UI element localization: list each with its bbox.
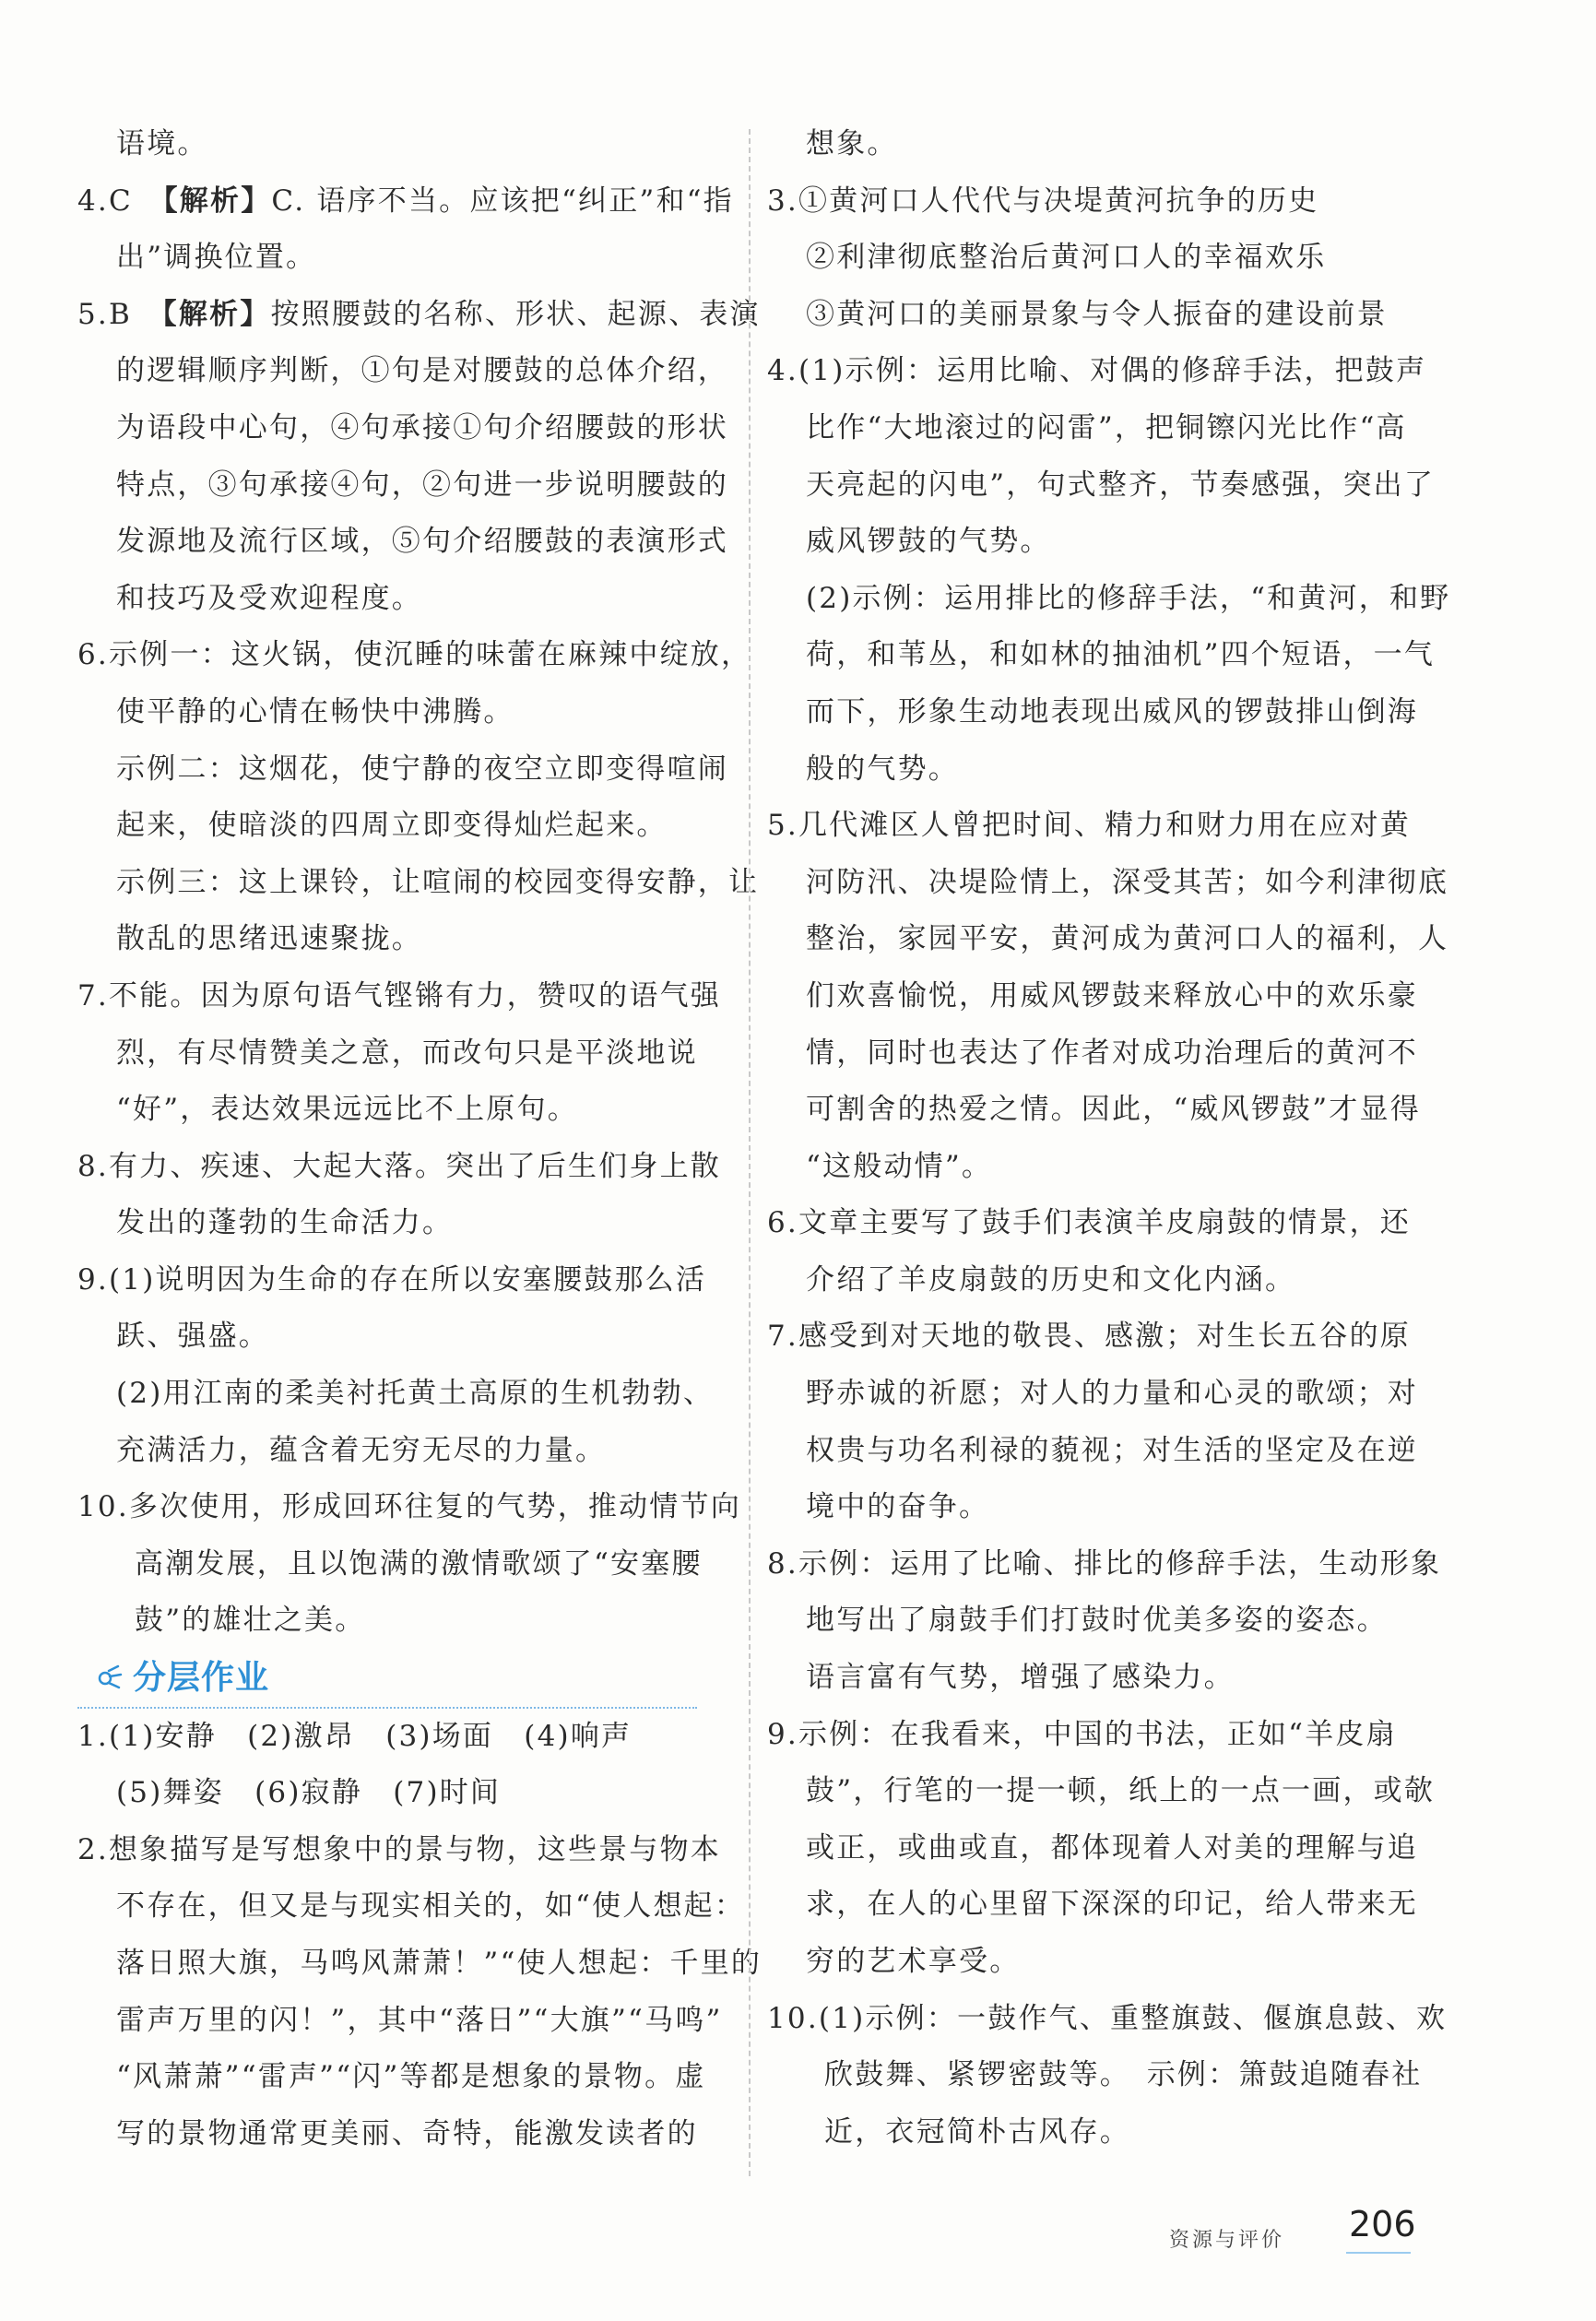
text-line: 求，在人的心里留下深深的印记，给人带来无 [806,1888,1418,1922]
text-line: ③黄河口的美丽景象与令人振奋的建设前景 [806,297,1388,331]
left-column [77,116,763,2162]
text-line: 和技巧及受欢迎程度。 [116,581,422,615]
text-line: 雷声万里的闪！”，其中“落日”“大旗”“马鸣” [116,2003,723,2037]
text-line: 荷，和苇丛，和如林的抽油机”四个短语，一气 [806,638,1436,672]
text-line: 3.①黄河口人代代与决堤黄河抗争的历史 [767,184,1319,218]
footer-book-title: 资源与评价 [1169,2229,1285,2252]
section-title: 分层作业 [133,1659,270,1698]
text-line: 写的景物通常更美丽、奇特，能激发读者的 [116,2116,698,2150]
right-column [767,116,1451,2161]
analysis-label: 【解析】 [162,297,271,331]
text-line: 或正，或曲或直，都体现着人对美的理解与追 [806,1830,1418,1865]
text-line: 7.感受到对天地的敬畏、感激；对生长五谷的原 [767,1320,1411,1354]
text-line: 语言富有气势，增强了感染力。 [806,1661,1235,1695]
text-line: 1.(1)安静 (2)激昂 (3)场面 (4)响声 [77,1719,632,1753]
text-line: 们欢喜愉悦，用威风锣鼓来释放心中的欢乐豪 [806,978,1418,1012]
text-line: 使平静的心情在畅快中沸腾。 [116,694,514,728]
text-line: 示例二：这烟花，使宁静的夜空立即变得喧闹 [116,752,728,786]
text-line: 野赤诚的祈愿；对人的力量和心灵的歌颂；对 [806,1377,1418,1411]
text-line: 的逻辑顺序判断，①句是对腰鼓的总体介绍， [116,354,728,388]
text-line: 介绍了羊皮扇鼓的历史和文化内涵。 [806,1262,1296,1297]
analysis-label: 【解析】 [163,184,272,218]
text-line [77,287,761,344]
text-line: 威风锣鼓的气势。 [806,525,1051,559]
text-segment: 4.C [77,184,164,218]
text-line: 发源地及流行区域，⑤句介绍腰鼓的表演形式 [116,525,728,559]
column-divider [749,129,751,2176]
text-line: 想象。 [806,127,898,160]
text-line: 充满活力，蕴含着无穷无尽的力量。 [116,1433,607,1467]
section-heading-icon [94,1663,125,1694]
text-line: 河防汛、决堤险情上，深受其苦；如今利津彻底 [806,865,1449,899]
text-line: 特点，③句承接④句，②句进一步说明腰鼓的 [116,468,728,502]
text-line: 高潮发展，且以饱满的激情歌颂了“安塞腰 [135,1546,703,1581]
text-line: 般的气势。 [806,752,959,786]
section-heading [77,1650,697,1709]
text-line: 鼓”的雄壮之美。 [135,1604,366,1638]
text-line: (2)用江南的柔美衬托黄土高原的生机勃勃、 [116,1377,715,1411]
text-line: 7.不能。因为原句语气铿锵有力，赞叹的语气强 [77,978,721,1012]
text-segment: C. 语序不当。应该把“纠正”和“指 [271,184,734,218]
text-line: 可割舍的热爱之情。因此，“威风锣鼓”才显得 [806,1093,1421,1127]
text-line: 权贵与功名利禄的藐视；对生活的坚定及在逆 [806,1433,1418,1467]
text-line: (2)示例：运用排比的修辞手法，“和黄河，和野 [806,581,1451,615]
text-line: 欣鼓舞、紧锣密鼓等。 示例：箫鼓追随春社 [824,2058,1423,2092]
text-line: 6.文章主要写了鼓手们表演羊皮扇鼓的情景，还 [767,1206,1411,1240]
text-line: 9.示例：在我看来，中国的书法，正如“羊皮扇 [767,1717,1397,1751]
text-line: 跃、强盛。 [116,1320,269,1354]
text-line: 为语段中心句，④句承接①句介绍腰鼓的形状 [116,410,728,444]
text-line: “这般动情”。 [806,1149,993,1183]
text-line: 近，衣冠简朴古风存。 [824,2114,1130,2149]
text-line: 比作“大地滚过的闷雷”，把铜镲闪光比作“高 [806,410,1407,444]
text-line: 烈，有尽情赞美之意，而改句只是平淡地说 [116,1036,698,1070]
text-line: 整治，家园平安，黄河成为黄河口人的福利，人 [806,922,1449,956]
text-line: 散乱的思绪迅速聚拢。 [116,922,422,956]
text-segment: 5.B [77,297,163,331]
footer-rule [1346,2252,1411,2254]
text-line: 境中的奋争。 [806,1490,990,1524]
text-line: 10.(1)示例：一鼓作气、重整旗鼓、偃旗息鼓、欢 [767,2001,1448,2035]
text-line: 示例三：这上课铃，让喧闹的校园变得安静，让 [116,865,760,899]
text-line: 而下，形象生动地表现出威风的锣鼓排山倒海 [806,694,1418,728]
text-line: 不存在，但又是与现实相关的，如“使人想起： [116,1889,746,1924]
text-line: 9.(1)说明因为生命的存在所以安塞腰鼓那么活 [77,1262,707,1297]
text-line: “好”，表达效果远远比不上原句。 [116,1093,578,1127]
text-line: 落日照大旗，马鸣风萧萧！”“使人想起：千里的 [116,1947,763,1980]
text-line: 天亮起的闪电”，句式整齐，节奏感强，突出了 [806,468,1436,502]
text-line: 鼓”，行笔的一提一顿，纸上的一点一画，或欹 [806,1774,1436,1808]
text-line: 地写出了扇鼓手们打鼓时优美多姿的姿态。 [806,1604,1388,1638]
text-line: (5)舞姿 (6)寂静 (7)时间 [116,1776,502,1810]
text-line: 8.有力、疾速、大起大落。突出了后生们身上散 [77,1149,721,1183]
text-line: ②利津彻底整治后黄河口人的幸福欢乐 [806,241,1327,275]
text-line: “风萧萧”“雷声”“闪”等都是想象的景物。虚 [116,2060,706,2094]
text-line: 语境。 [116,127,208,160]
text-line [77,173,734,231]
text-line: 4.(1)示例：运用比喻、对偶的修辞手法，把鼓声 [767,354,1427,388]
text-line: 起来，使暗淡的四周立即变得灿烂起来。 [116,809,668,843]
text-line: 10.多次使用，形成回环往复的气势，推动情节向 [77,1490,741,1524]
text-segment: 按照腰鼓的名称、形状、起源、表演 [270,297,761,331]
text-line: 6.示例一：这火锅，使沉睡的味蕾在麻辣中绽放， [77,638,752,672]
text-line: 出”调换位置。 [116,241,317,275]
text-line: 2.想象描写是写想象中的景与物，这些景与物本 [77,1832,721,1866]
text-line: 5.几代滩区人曾把时间、精力和财力用在应对黄 [767,809,1411,843]
text-line: 穷的艺术享受。 [806,1945,1021,1978]
text-line: 发出的蓬勃的生命活力。 [116,1206,454,1240]
page-number: 206 [1349,2204,1416,2244]
text-line: 8.示例：运用了比喻、排比的修辞手法，生动形象 [767,1546,1442,1581]
text-line: 情，同时也表达了作者对成功治理后的黄河不 [806,1036,1418,1070]
